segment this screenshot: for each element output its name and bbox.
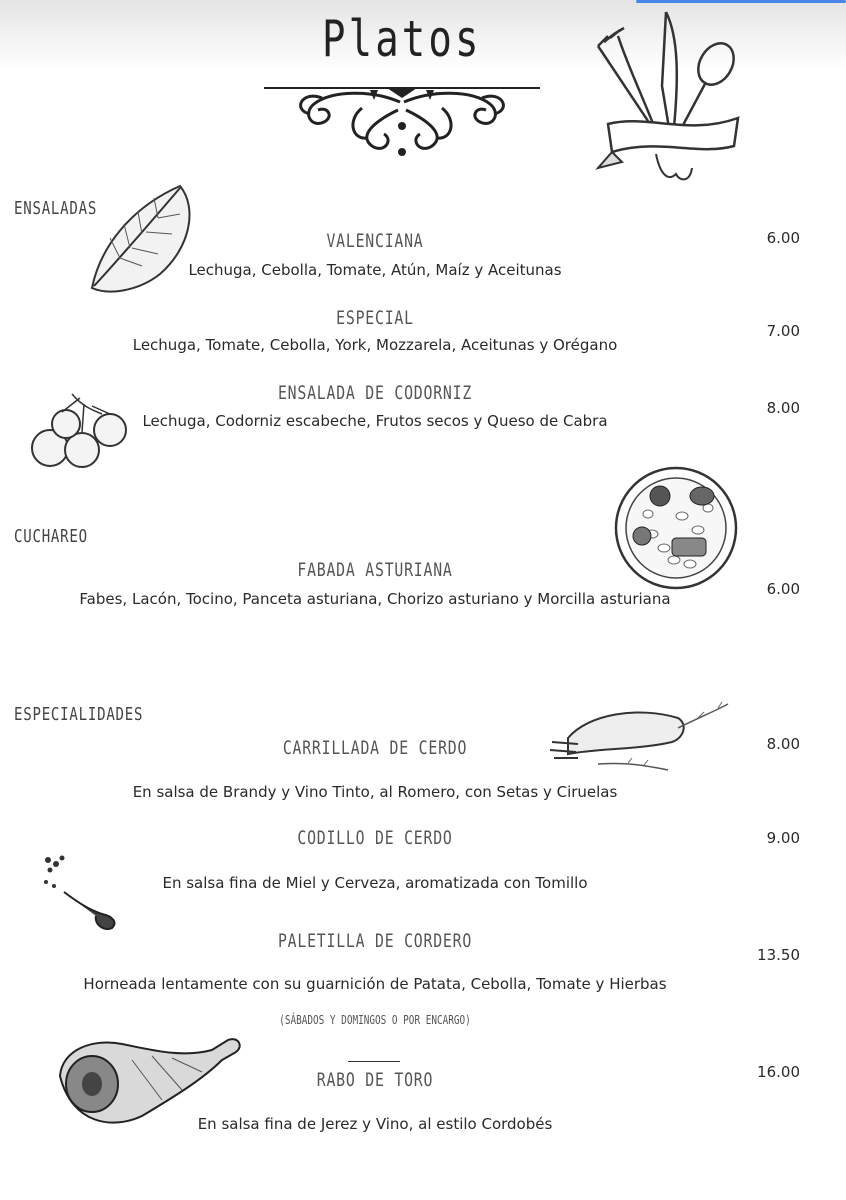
dish-price: 8.00 [766, 735, 800, 753]
dish-price: 8.00 [766, 399, 800, 417]
dish-description: Lechuga, Cebolla, Tomate, Atún, Maíz y Aceitunas [188, 261, 562, 279]
dish-price: 6.00 [766, 229, 800, 247]
flourish-ornament-icon [262, 80, 542, 164]
fabada-bowl-icon [612, 464, 740, 592]
dish-name: PALETILLA DE CORDERO [277, 930, 473, 952]
dish-name: CARRILLADA DE CERDO [282, 737, 468, 759]
dish-description: En salsa de Brandy y Vino Tinto, al Romero, con Setas y Ciruelas [132, 783, 618, 801]
dish-name: ESPECIAL [336, 307, 414, 329]
dish-note: (SÁBADOS Y DOMINGOS O POR ENCARGO) [279, 1013, 471, 1027]
dish-description: Fabes, Lacón, Tocino, Panceta asturiana, Chorizo asturiano y Morcilla asturiana [79, 590, 671, 608]
divider [348, 1061, 400, 1062]
dish-description: Lechuga, Tomate, Cebolla, York, Mozzarela, Aceitunas y Orégano [132, 336, 618, 354]
top-accent-line [636, 0, 846, 3]
dish-name: CODILLO DE CERDO [297, 827, 453, 849]
dish-price: 9.00 [766, 829, 800, 847]
dish-description: Horneada lentamente con su guarnición de Patata, Cebolla, Tomate y Hierbas [83, 975, 667, 993]
section-label-cuchareo: CUCHAREO [14, 526, 88, 547]
dish-name: FABADA ASTURIANA [297, 559, 453, 581]
cutlery-ribbon-icon [588, 6, 748, 194]
dish-price: 13.50 [757, 946, 800, 964]
dish-name: RABO DE TORO [316, 1069, 434, 1091]
section-label-ensaladas: ENSALADAS [14, 198, 98, 219]
section-label-especialidades: ESPECIALIDADES [14, 704, 144, 725]
dish-price: 6.00 [766, 580, 800, 598]
tomatoes-icon [22, 386, 137, 481]
dish-description: En salsa fina de Jerez y Vino, al estilo Cordobés [197, 1115, 553, 1133]
dish-name: VALENCIANA [326, 230, 424, 252]
spice-spoon-icon [40, 852, 125, 932]
dish-description: Lechuga, Codorniz escabeche, Frutos secos y Queso de Cabra [142, 412, 608, 430]
page-title: Platos [322, 10, 482, 68]
dish-price: 16.00 [757, 1063, 800, 1081]
dish-name: ENSALADA DE CODORNIZ [277, 382, 473, 404]
dish-price: 7.00 [766, 322, 800, 340]
dish-description: En salsa fina de Miel y Cerveza, aromatizada con Tomillo [162, 874, 588, 892]
